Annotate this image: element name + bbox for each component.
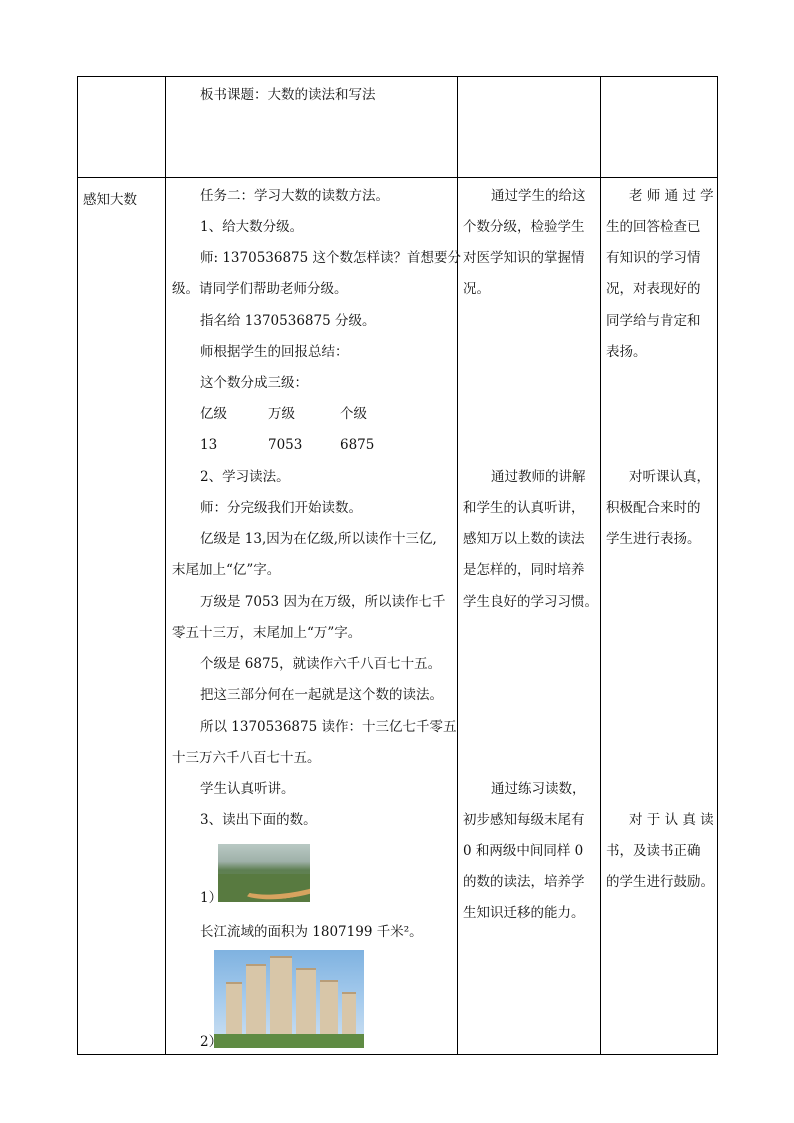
evaluation-line: 学生进行表扬。	[606, 531, 701, 547]
content-line: 师：分完级我们开始读数。	[200, 500, 362, 516]
content-line: 长江流域的面积为 1807199 千米²。	[200, 924, 423, 940]
intent-line: 个数分级，检验学生	[463, 219, 585, 235]
stage-cell	[78, 178, 166, 1055]
level-header: 个级	[340, 406, 367, 422]
evaluation-line: 同学给与肯定和	[606, 313, 701, 329]
evaluation-line: 有知识的学习情	[606, 250, 701, 266]
buildings-image	[214, 950, 364, 1048]
content-line: 亿级是 13,因为在亿级,所以读作十三亿,	[200, 531, 437, 547]
content-line: 1、给大数分级。	[200, 219, 304, 235]
intent-line: 的数的读法，培养学	[463, 874, 585, 890]
section-heading: 3、读出下面的数。	[200, 812, 317, 828]
content-cell	[166, 77, 458, 178]
content-cell	[166, 178, 462, 1055]
content-line: 十三万六千八百七十五。	[172, 750, 321, 766]
evaluation-line: 生的回答检查已	[606, 219, 701, 235]
evaluation-line: 对听课认真，	[629, 469, 710, 485]
stage-label: 感知大数	[83, 192, 137, 208]
intent-line: 感知万以上数的读法	[463, 531, 585, 547]
content-line: 学生认真听讲。	[200, 781, 295, 797]
intent-line: 通过学生的给这	[491, 188, 586, 204]
content-line: 这个数分成三级：	[200, 375, 308, 391]
content-line: 所以 1370536875 读作：十三亿七千零五	[200, 719, 457, 735]
intent-line: 学生良好的学习习惯。	[463, 594, 598, 610]
evaluation-cell	[601, 178, 718, 1055]
table-row	[78, 178, 718, 1055]
section-heading: 2、学习读法。	[200, 469, 290, 485]
evaluation-line: 的学生进行鼓励。	[606, 874, 714, 890]
task-heading: 任务二：学习大数的读数方法。	[200, 188, 389, 204]
intent-line: 对医学知识的掌握情	[463, 250, 585, 266]
intent-line: 通过练习读数，	[491, 781, 586, 797]
intent-line: 生知识迁移的能力。	[463, 905, 585, 921]
intent-cell	[458, 77, 601, 178]
content-line: 指名给 1370536875 分级。	[200, 313, 376, 329]
intent-line: 通过教师的讲解	[491, 469, 586, 485]
stage-cell	[78, 77, 166, 178]
intent-line: 初步感知每级末尾有	[463, 812, 585, 828]
content-line: 个级是 6875，就读作六千八百七十五。	[200, 656, 442, 672]
evaluation-line: 积极配合来时的	[606, 500, 701, 516]
evaluation-line: 况，对表现好的	[606, 281, 701, 297]
content-line: 级。请同学们帮助老师分级。	[172, 281, 348, 297]
level-header: 亿级	[200, 406, 227, 422]
evaluation-line: 表扬。	[606, 344, 647, 360]
content-line: 师根据学生的回报总结：	[200, 344, 349, 360]
river-image	[218, 844, 310, 902]
level-header: 万级	[268, 406, 295, 422]
content-line: 师: 1370536875 这个数怎样读？首想要分	[200, 250, 462, 266]
evaluation-cell	[601, 77, 718, 178]
content-line: 零五十三万，末尾加上“万”字。	[172, 625, 362, 641]
table-row	[78, 77, 718, 178]
item-number: 2）	[200, 1034, 223, 1050]
intent-line: 和学生的认真听讲，	[463, 500, 585, 516]
intent-line: 是怎样的，同时培养	[463, 562, 585, 578]
evaluation-line: 对 于 认 真 读	[629, 812, 714, 828]
level-value: 7053	[268, 437, 303, 453]
content-line: 末尾加上“亿”字。	[172, 562, 281, 578]
level-value: 6875	[340, 437, 375, 453]
intent-line: 况。	[463, 281, 490, 297]
intent-line: 0 和两级中间同样 0	[463, 843, 584, 859]
content-line: 把这三部分何在一起就是这个数的读法。	[200, 687, 443, 703]
lesson-plan-table	[77, 76, 718, 1055]
intent-cell	[458, 178, 601, 1055]
content-line: 万级是 7053 因为在万级，所以读作七千	[200, 594, 446, 610]
item-number: 1）	[200, 890, 223, 906]
level-value: 13	[200, 437, 218, 453]
evaluation-line: 老 师 通 过 学	[629, 188, 714, 204]
evaluation-line: 书，及读书正确	[606, 843, 701, 859]
board-title: 板书课题：大数的读法和写法	[200, 87, 376, 103]
